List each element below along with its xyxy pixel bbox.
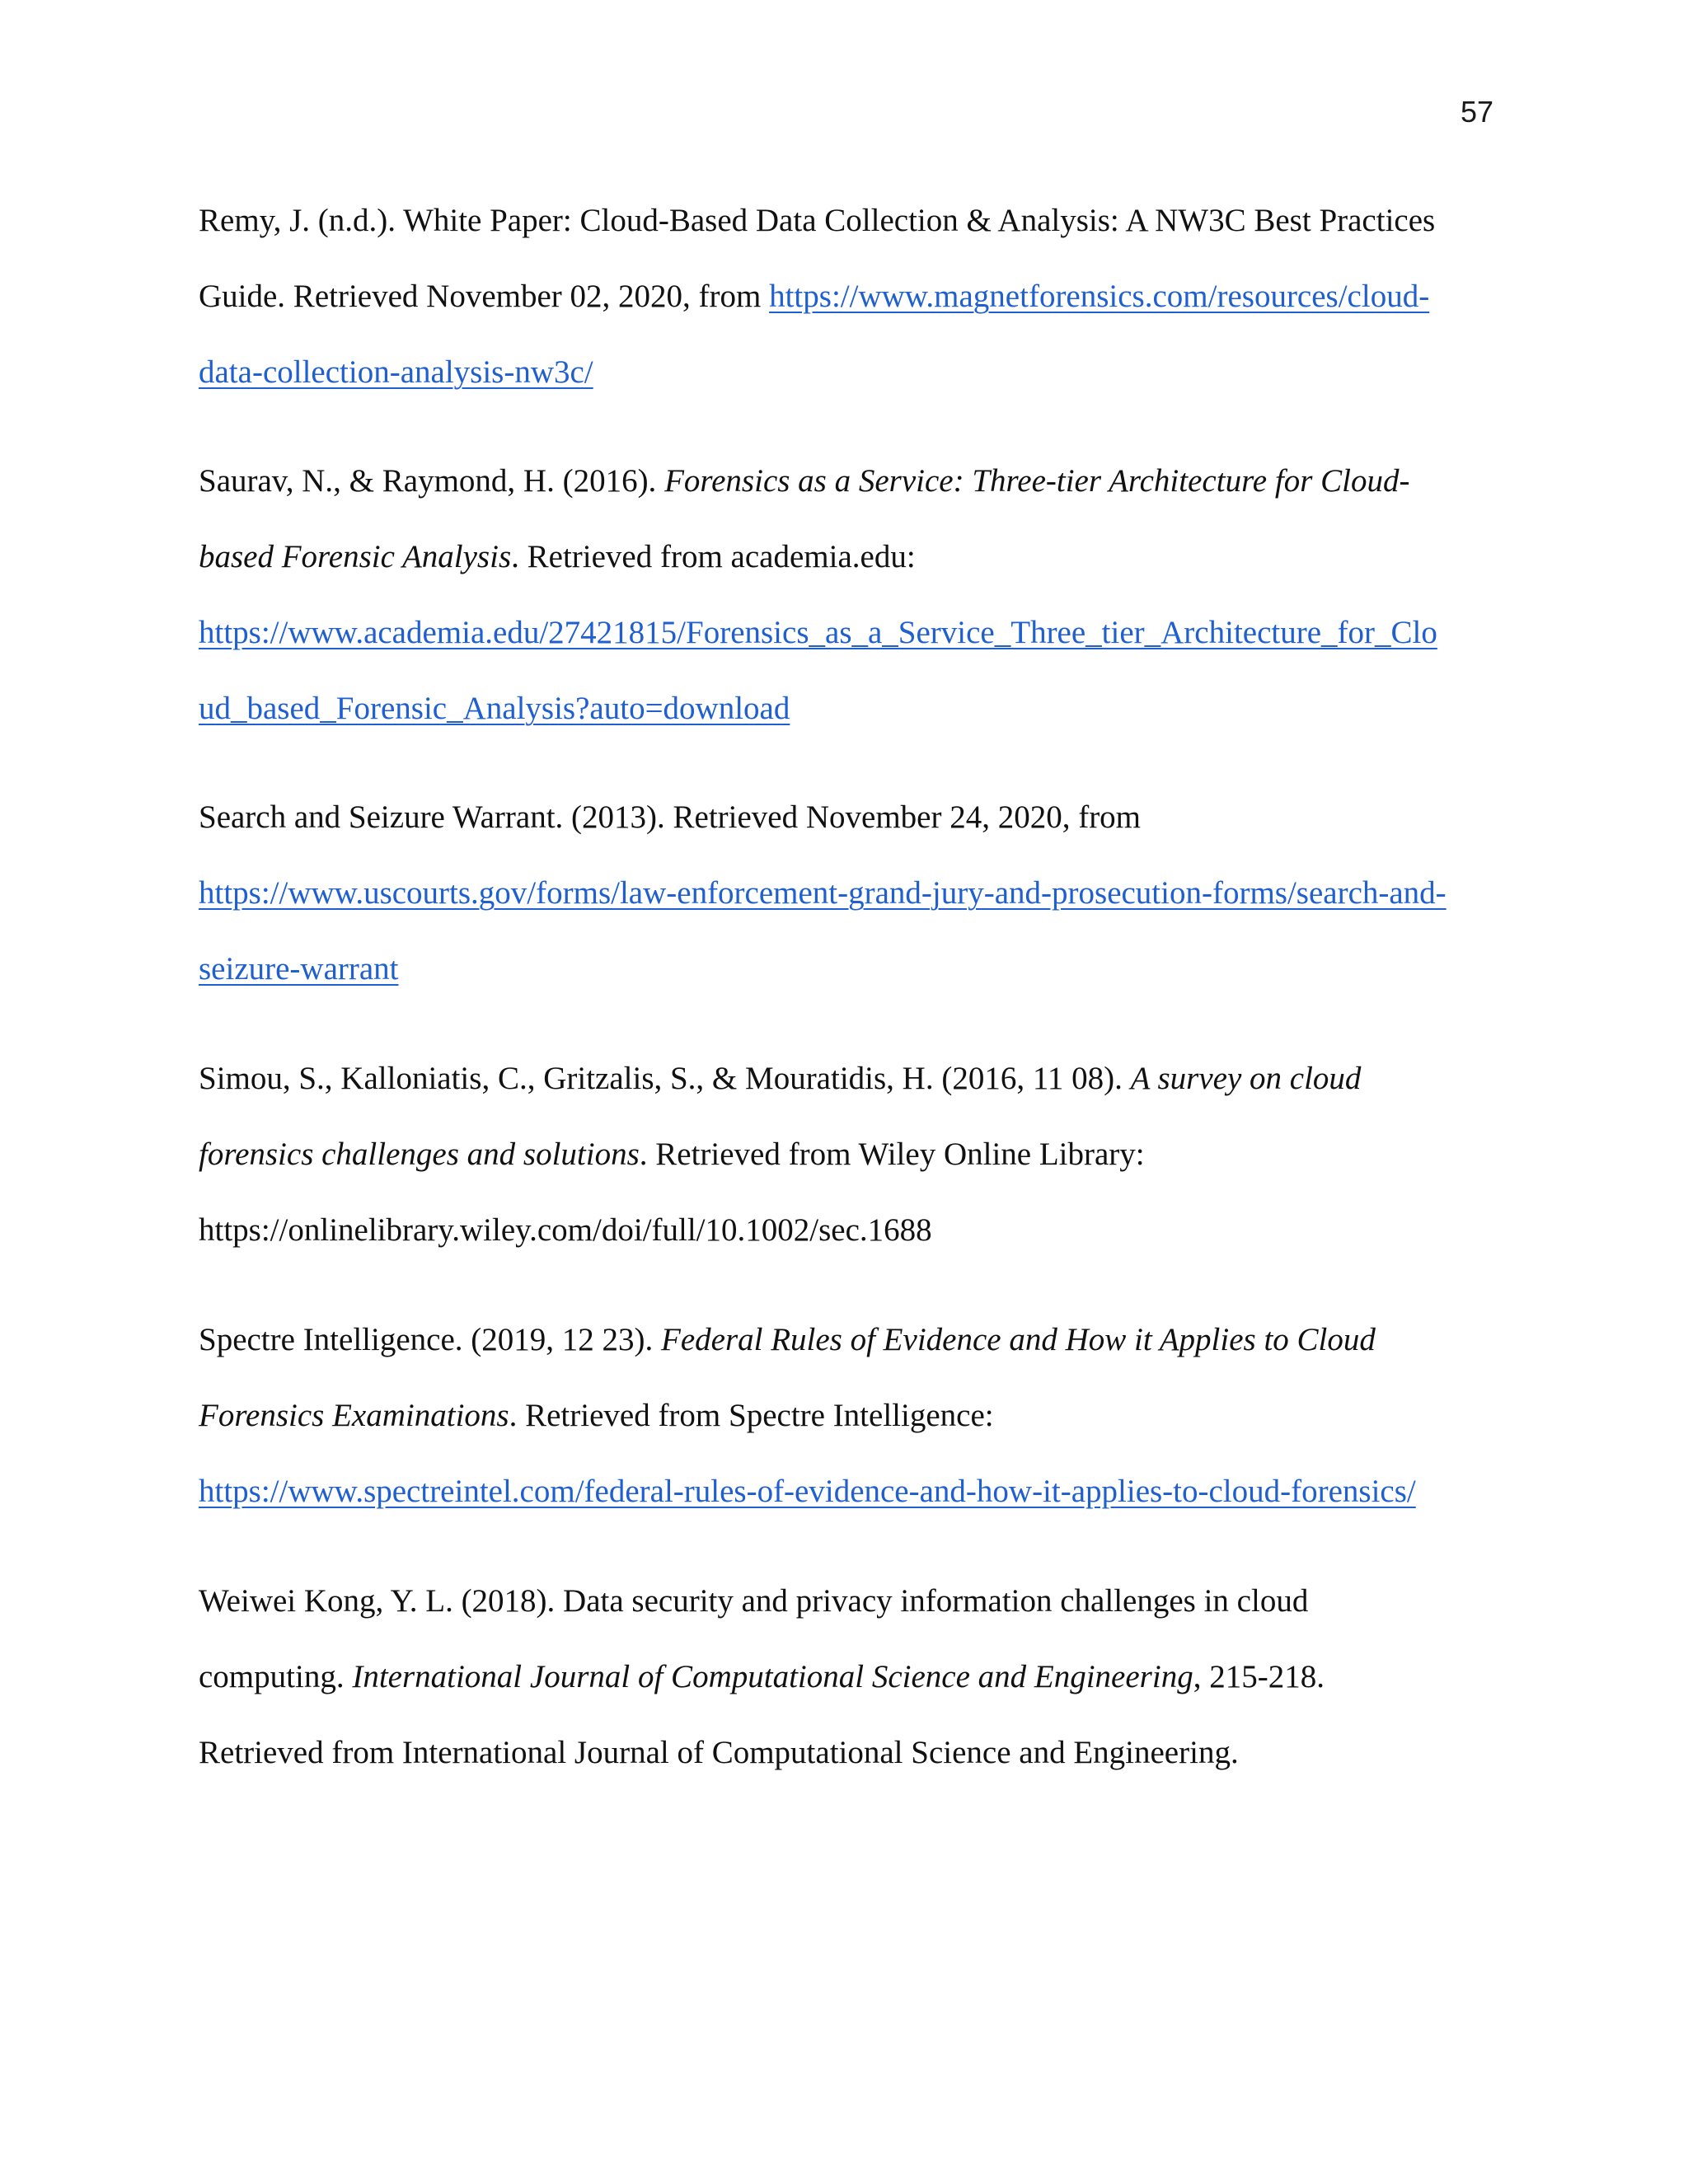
reference-link-uscourts[interactable]: https://www.uscourts.gov/forms/law-enforcement-grand-jury-and-prosecution-forms/search-and- — [199, 875, 1447, 911]
reference-text: Search and Seizure Warrant. (2013). Retrieved November 24, 2020, from — [199, 799, 1142, 835]
reference-title: Forensics Examinations — [199, 1398, 509, 1433]
reference-title: Forensics as a Service: Three-tier Architecture for Cloud- — [664, 463, 1410, 499]
reference-title: Federal Rules of Evidence and How it Applies to Cloud — [661, 1322, 1376, 1357]
reference-title: forensics challenges and solutions — [199, 1137, 640, 1172]
reference-url-text: https://onlinelibrary.wiley.com/doi/full/10.1002/sec.1688 — [199, 1212, 932, 1248]
reference-line — [199, 1577, 1308, 1626]
reference-link-academia-continued[interactable]: ud_based_Forensic_Analysis?auto=download — [199, 691, 790, 726]
reference-line — [199, 1054, 1361, 1104]
page-number: 57 — [1460, 95, 1493, 129]
reference-text: Retrieved from International Journal of Computational Science and Engineering. — [199, 1735, 1239, 1770]
reference-text: Guide. Retrieved November 02, 2020, from — [199, 279, 770, 314]
reference-link-spectreintel[interactable]: https://www.spectreintel.com/federal-rules-of-evidence-and-how-it-applies-to-cloud-forensics/ — [199, 1474, 1416, 1509]
reference-text: . Retrieved from Spectre Intelligence: — [509, 1398, 994, 1433]
reference-journal: International Journal of Computational Science and Engineering — [352, 1659, 1193, 1694]
reference-line — [199, 532, 916, 582]
reference-line — [199, 457, 1409, 506]
reference-title: A survey on cloud — [1130, 1061, 1362, 1096]
reference-text: Remy, J. (n.d.). White Paper: Cloud-Based Data Collection & Analysis: A NW3C Best Practices — [199, 203, 1436, 238]
reference-text: , 215-218. — [1193, 1659, 1325, 1694]
reference-line — [199, 684, 790, 733]
reference-link-academia[interactable]: https://www.academia.edu/27421815/Forensics_as_a_Service_Three_tier_Architecture_for_Clo — [199, 615, 1437, 650]
reference-line — [199, 1130, 1145, 1179]
reference-text: Saurav, N., & Raymond, H. (2016). — [199, 463, 665, 499]
reference-line — [199, 793, 1141, 842]
reference-line — [199, 1728, 1239, 1778]
reference-line — [199, 1206, 932, 1255]
reference-line — [199, 1467, 1416, 1516]
reference-title: based Forensic Analysis — [199, 539, 512, 574]
reference-line — [199, 272, 1429, 321]
reference-text: Weiwei Kong, Y. L. (2018). Data security and privacy information challenges in cloud — [199, 1583, 1309, 1619]
reference-line — [199, 348, 593, 397]
reference-line — [199, 608, 1437, 658]
reference-line — [199, 196, 1435, 246]
reference-text: . Retrieved from academia.edu: — [511, 539, 916, 574]
reference-link-magnetforensics[interactable]: https://www.magnetforensics.com/resources/cloud- — [769, 279, 1430, 314]
reference-line — [199, 1315, 1376, 1365]
reference-link-uscourts-continued[interactable]: seizure-warrant — [199, 951, 399, 987]
reference-text: Spectre Intelligence. (2019, 12 23). — [199, 1322, 661, 1357]
reference-line — [199, 944, 399, 994]
reference-link-magnetforensics-continued[interactable]: data-collection-analysis-nw3c/ — [199, 354, 593, 390]
reference-text: Simou, S., Kalloniatis, C., Gritzalis, S., & Mouratidis, H. (2016, 11 08). — [199, 1061, 1131, 1096]
reference-text: . Retrieved from Wiley Online Library: — [639, 1137, 1145, 1172]
reference-line — [199, 1652, 1325, 1702]
reference-line — [199, 869, 1447, 918]
reference-text: computing. — [199, 1659, 353, 1694]
reference-line — [199, 1391, 994, 1441]
